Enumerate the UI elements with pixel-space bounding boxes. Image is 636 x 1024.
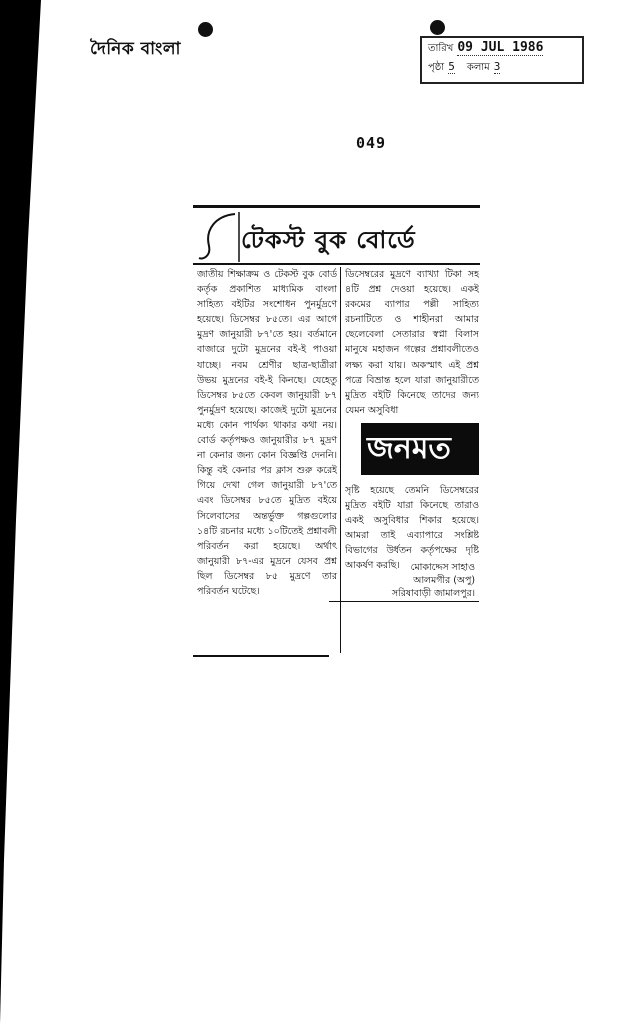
column-divider (340, 267, 341, 653)
column-label: কলাম (466, 62, 490, 73)
page-value: 5 (448, 60, 455, 73)
newspaper-name: দৈনিক বাংলা (90, 39, 181, 59)
article-signature (345, 561, 475, 600)
page-column-row (428, 60, 576, 80)
punch-hole-right (430, 20, 445, 35)
page-label: পৃষ্ঠা (428, 62, 445, 73)
section-banner: জনমত (361, 423, 479, 475)
clip-bottom-edge (193, 655, 329, 657)
serial-number: 049 (356, 134, 387, 152)
page-edge-shadow (0, 0, 44, 1024)
newspaper-clipping (193, 205, 480, 657)
signature-line-1: মোকাদ্দেস সাহাও (410, 562, 475, 573)
column-value: 3 (493, 60, 501, 73)
signature-line-2: আলমগীর (অপু) (413, 575, 475, 586)
article-column-3: সৃষ্টি হয়েছে তেমনি ডিসেম্বরের মুদ্রিত বইটি যারা কিনেছে তারাও একই অসুবিধার শিকার হয়েছে। আমরা তাই এব্যাপারে সংশ্লিষ্ট বিভাগের উর্ধতন কর্তৃপক্ষের দৃষ্টি আকর্ষণ করছি। (345, 485, 479, 572)
article-column-2: ডিসেম্বরের মুদ্রণে ব্যাখ্যা টিকা সহ ৪টি প্রশ্ন দেওয়া হয়েছে। একই রকমের ব্যাপার পল্লী সাহিত্য রচনাটিতে ও শাহীনরা আমার ছেলেবেলা সেতারার স্বপ্না বিলাস মানুষে মহাজন গল্পের প্রশ্নাবলীতেও লক্ষ্য করা যায়। অকস্মাৎ এই প্রশ্ন পত্রে বিভ্রান্ত হলে যারা জানুয়ারীতে মুদ্রিত বইটি কিনেছে তাদের জন্য যেমন অসুবিধা (345, 269, 479, 416)
date-row (428, 40, 576, 60)
headline-flourish-icon (195, 210, 241, 264)
punch-hole-left (198, 22, 213, 37)
clip-mid-edge (329, 601, 479, 602)
date-label: তারিখ (428, 43, 454, 54)
date-value: 09 JUL 1986 (457, 40, 544, 55)
article-headline: টেকস্ট বুক বোর্ডে (241, 225, 416, 254)
signature-line-3: সরিষাবাড়ী জামালপুর। (391, 588, 475, 599)
article-column-1: জাতীয় শিক্ষাক্রম ও টেকস্ট বুক বোর্ড কর্তৃক প্রকাশিত মাধ্যমিক বাংলা সাহিত্য বইটির সংশোধন পুনর্মুদ্রণে হয়েছে। ডিসেম্বর ৮৫তে। এর আগে মুদ্রণ জানুয়ারী ৮৭'তে হয়। বর্তমানে বাজারে দুটো মুদ্রনের বই-ই পাওয়া যাচ্ছে। নবম শ্রেণীর ছাত্র-ছাত্রীরা উভয় মুদ্রনের বই-ই কিনছে। যেহেতু ডিসেম্বর ৮৫তে কেবল জানুয়ারী ৮৭ পুনর্মুদ্রণ হয়েছে। কাজেই দুটো মুদ্রনের মধ্যে কোন পার্থক্য থাকার কথা নয়। বোর্ড কর্তৃপক্ষও জানুয়ারীর ৮৭ মুদ্রণ না কেনার জন্য কোন বিজ্ঞপ্তি দেননি। কিন্তু বই কেনার পর ক্লাস শুরু করেই গিয়ে দেখা গেল জানুয়ারী ৮৭'তে এবং ডিসেম্বর ৮৫তে মুদ্রিত বইয়ে সিলেবাসের অন্তর্ভুক্ত গল্পগুলোর ১৪টি রচনার মধ্যে ১০টিতেই প্রশ্নাবলী পরিবর্তন করা হয়েছে। অর্থাৎ জানুয়ারী ৮৭-এর মুদ্রনে যেসব প্রশ্ন ছিল ডিসেম্বর ৮৫ মুদ্রণে তার পরিবর্তন ঘটেছে। (197, 269, 337, 597)
headline-band (193, 205, 480, 265)
date-stamp-box (420, 36, 584, 84)
